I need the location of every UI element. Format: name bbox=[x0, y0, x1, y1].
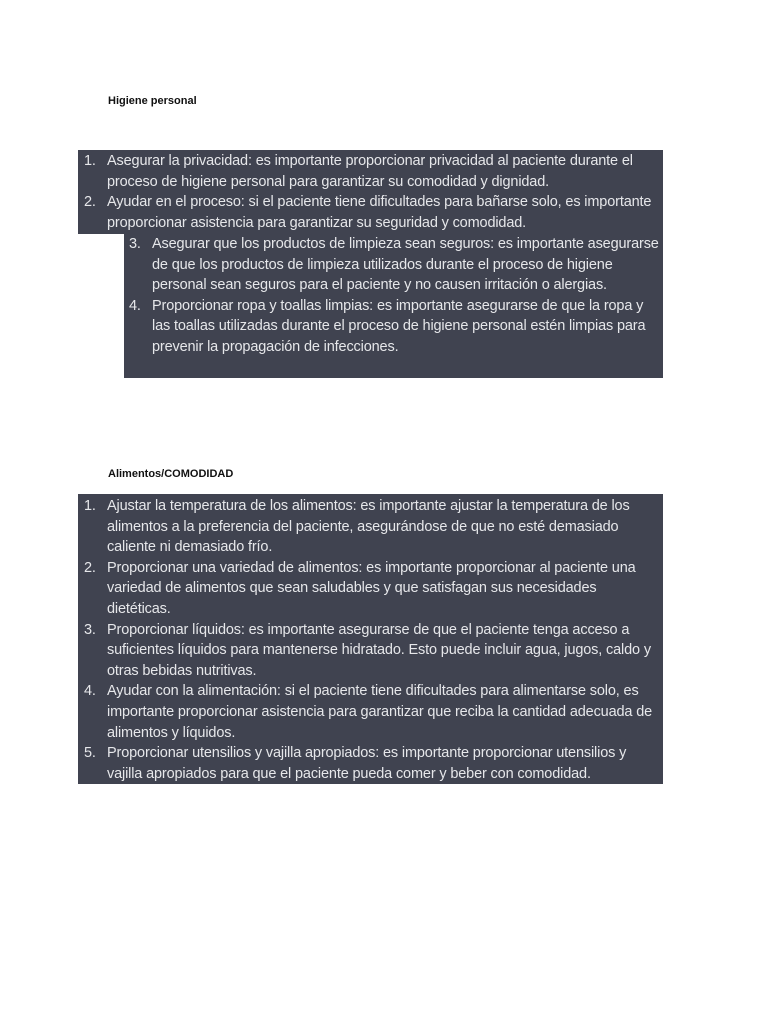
list-item bbox=[84, 496, 659, 558]
list-item bbox=[84, 620, 659, 682]
list-item-text: Proporcionar ropa y toallas limpias: es importante asegurarse de que la ropa y las toallas utilizadas durante el proceso de higiene personal estén limpias para prevenir la propagación de infecciones. bbox=[152, 297, 646, 355]
section-heading-higiene-personal: Higiene personal bbox=[108, 95, 197, 107]
list-item-text: Ayudar con la alimentación: si el paciente tiene dificultades para alimentarse solo, es importante proporcionar asistencia para garantizar que reciba la cantidad adecuada de alimentos y líquidos. bbox=[107, 683, 653, 741]
list-item-text: Ayudar en el proceso: si el paciente tiene dificultades para bañarse solo, es importante proporcionar asistencia para garantizar su seguridad y comodidad. bbox=[107, 194, 652, 231]
list-item bbox=[84, 192, 659, 233]
list-item-text: Proporcionar utensilios y vajilla apropiados: es importante proporcionar utensilios y vajilla apropiados para que el paciente pueda comer y beber con comodidad. bbox=[107, 745, 627, 782]
alimentos-list-box bbox=[78, 494, 663, 784]
list-item-text: Asegurar la privacidad: es importante proporcionar privacidad al paciente durante el proceso de higiene personal para garantizar su comodidad y dignidad. bbox=[107, 153, 633, 190]
list-item bbox=[129, 296, 660, 358]
higiene-list-box-2 bbox=[124, 234, 663, 378]
list-item bbox=[84, 558, 659, 620]
list-item-text: Asegurar que los productos de limpieza sean seguros: es importante asegurarse de que los productos de limpieza utilizados durante el proceso de higiene personal sean seguros para el paciente y no causen irritación o alergias. bbox=[152, 236, 659, 294]
list-item-number: 1. bbox=[84, 498, 96, 514]
list-item-number: 4. bbox=[129, 297, 141, 314]
list-item-text: Proporcionar líquidos: es importante asegurarse de que el paciente tenga acceso a suficientes líquidos para mantenerse hidratado. Esto puede incluir agua, jugos, caldo y otras bebidas nutritivas. bbox=[107, 621, 651, 679]
list-item bbox=[84, 681, 659, 743]
list-item bbox=[84, 151, 659, 192]
list-item bbox=[84, 743, 659, 784]
section-heading-alimentos-comodidad: Alimentos/COMODIDAD bbox=[108, 468, 234, 480]
list-item-number: 1. bbox=[84, 153, 96, 169]
list-item-number: 2. bbox=[84, 194, 96, 211]
list-item-number: 3. bbox=[129, 236, 141, 252]
list-item-number: 3. bbox=[84, 621, 96, 638]
list-item-number: 2. bbox=[84, 559, 96, 576]
list-item bbox=[129, 234, 660, 296]
list-item-text: Proporcionar una variedad de alimentos: es importante proporcionar al paciente una variedad de alimentos que sean saludables y que satisfagan sus necesidades dietéticas. bbox=[107, 559, 636, 617]
list-item-text: Ajustar la temperatura de los alimentos: es importante ajustar la temperatura de los alimentos a la preferencia del paciente, asegurándose de que no esté demasiado caliente ni demasiado frío. bbox=[107, 498, 630, 556]
list-item-number: 4. bbox=[84, 683, 96, 700]
higiene-list-box-1 bbox=[78, 150, 663, 234]
list-item-number: 5. bbox=[84, 745, 96, 762]
